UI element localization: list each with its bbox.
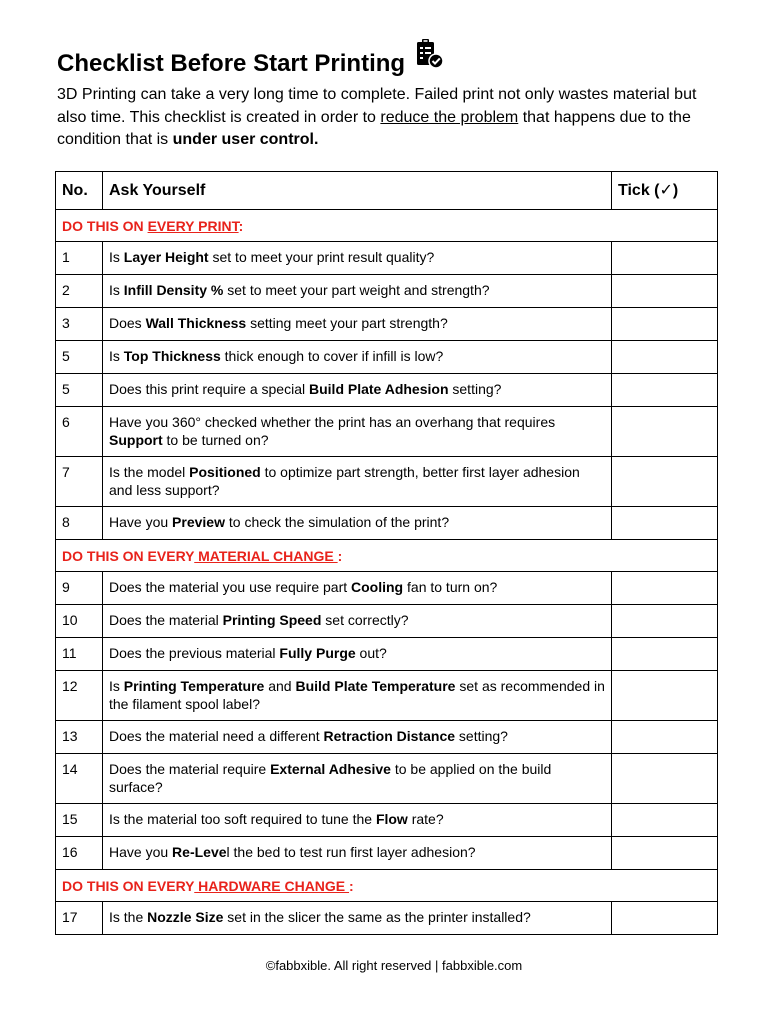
bold-text: External Adhesive [270,761,391,777]
tick-box[interactable] [612,308,718,341]
text-segment: Have you [109,844,173,860]
question-text [103,242,612,275]
text-segment: Does [109,315,146,331]
text-segment: setting meet your part strength? [246,315,448,331]
row-number: 1 [56,242,103,275]
table-row [56,275,718,308]
row-number: 13 [56,721,103,754]
tick-box[interactable] [612,275,718,308]
text-segment: Is [109,249,124,265]
tick-box[interactable] [612,721,718,754]
text-segment: to check the simulation of the print? [224,514,450,530]
row-number: 10 [56,605,103,638]
text-segment: Does the material you use require part [109,579,352,595]
table-row [56,341,718,374]
text-segment: Does the material need a different [109,728,324,744]
row-number: 17 [56,902,103,935]
question-text [103,837,612,870]
text-segment: : [238,217,244,234]
tick-box[interactable] [612,804,718,837]
tick-box[interactable] [612,507,718,540]
text-segment: and [264,678,296,694]
section-header [56,210,718,242]
bold-text: Positioned [189,464,261,480]
underlined-text: EVERY PRINT [147,217,239,234]
text-segment: Is [109,282,124,298]
tick-box[interactable] [612,671,718,721]
footer: ©fabbxible. All right reserved | fabbxible.com [265,958,523,973]
tick-box[interactable] [612,242,718,275]
tick-box[interactable] [612,605,718,638]
question-text [103,638,612,671]
question-text [103,721,612,754]
row-number: 14 [56,754,103,804]
question-text [103,275,612,308]
text-segment: DO THIS ON EVERY [62,547,195,564]
text-segment: Have you [109,514,173,530]
row-number: 8 [56,507,103,540]
underlined-text: reduce the problem [380,108,519,126]
bold-text: Layer Height [123,249,209,265]
tick-box[interactable] [612,837,718,870]
bold-text: Wall Thickness [145,315,247,331]
tick-box[interactable] [612,572,718,605]
question-text [103,902,612,935]
clipboard-check-icon [415,37,445,78]
row-number: 7 [56,457,103,507]
question-text [103,507,612,540]
text-segment: Is [109,348,124,364]
question-text [103,308,612,341]
section-header-row [56,540,718,572]
text-segment: Is [109,678,124,694]
tick-box[interactable] [612,341,718,374]
text-segment: DO THIS ON [62,217,148,234]
bold-text: Preview [172,514,225,530]
table-header-row [56,172,718,210]
bold-text: Flow [375,811,408,827]
text-segment: Is the model [109,464,190,480]
column-header-tick: Tick (✓) [612,172,718,210]
checklist-table [55,171,718,935]
text-segment: set as recommended in the filament spool label? [109,678,605,712]
title-text: Checklist Before Start Printing [57,50,406,77]
table-row [56,902,718,935]
text-segment: Is the material too soft required to tune the [109,811,376,827]
text-segment: Does the material require [109,761,271,777]
text-segment: : [349,877,354,894]
column-header-no: No. [56,172,103,210]
row-number: 5 [56,374,103,407]
table-row [56,638,718,671]
text-segment: setting? [455,728,508,744]
text-segment: Does the previous material [109,645,280,661]
table-row [56,457,718,507]
underlined-text: MATERIAL CHANGE [194,547,338,564]
text-segment: set to meet your print result quality? [208,249,435,265]
text-segment: Is the [109,909,148,925]
question-text [103,754,612,804]
text-segment: DO THIS ON EVERY [62,877,195,894]
bold-text: Cooling [351,579,404,595]
bold-text: Support [109,432,163,448]
table-row [56,837,718,870]
row-number: 12 [56,671,103,721]
bold-text: Re-Leve [172,844,227,860]
tick-box[interactable] [612,374,718,407]
question-text [103,605,612,638]
question-text [103,341,612,374]
table-row [56,507,718,540]
text-segment: to be applied on the build surface? [109,761,552,795]
bold-text: Top Thickness [123,348,221,364]
tick-box[interactable] [612,902,718,935]
question-text [103,804,612,837]
section-header-row [56,870,718,902]
table-row [56,804,718,837]
row-number: 6 [56,407,103,457]
text-segment: set in the slicer the same as the printer installed? [223,909,531,925]
row-number: 9 [56,572,103,605]
text-segment: thick enough to cover if infill is low? [220,348,444,364]
bold-text: Printing Speed [222,612,322,628]
text-segment: Have you 360° checked whether the print has an overhang that requires [109,414,556,430]
bold-text: under user control. [172,131,319,148]
tick-box[interactable] [612,407,718,457]
table-row [56,242,718,275]
text-segment: : [337,547,343,564]
question-text [103,671,612,721]
bold-text: Printing Temperature [123,678,265,694]
text-segment: Does the material [109,612,223,628]
bold-text: Fully Purge [279,645,356,661]
bold-text: Retraction Distance [323,728,456,744]
question-text [103,457,612,507]
row-number: 5 [56,341,103,374]
text-segment: that happens due to the condition that is [57,108,691,148]
question-text [103,407,612,457]
row-number: 16 [56,837,103,870]
text-segment: l the bed to test run first layer adhesion? [226,844,476,860]
bold-text: Build Plate Temperature [295,678,456,694]
text-segment: fan to turn on? [403,579,498,595]
tick-box[interactable] [612,457,718,507]
underlined-text: HARDWARE CHANGE [194,877,350,894]
table-row [56,671,718,721]
column-header-ask-yourself: Ask Yourself [103,172,612,210]
tick-box[interactable] [612,638,718,671]
bold-text: Nozzle Size [147,909,224,925]
row-number: 3 [56,308,103,341]
text-segment: to optimize part strength, better first layer adhesion and less support? [109,464,580,498]
table-row [56,605,718,638]
page-title [57,50,445,78]
row-number: 15 [56,804,103,837]
table-row [56,572,718,605]
question-text [103,572,612,605]
bold-text: Infill Density % [123,282,224,298]
text-segment: Does this print require a special [109,381,309,397]
question-text [103,374,612,407]
table-row [56,374,718,407]
table-row [56,754,718,804]
text-segment: 3D Printing can take a very long time to complete. Failed print not only wastes material but also time. This checklist is created in order to [57,86,697,126]
text-segment: set correctly? [321,612,409,628]
row-number: 2 [56,275,103,308]
text-segment: set to meet your part weight and strength? [223,282,490,298]
section-header-row [56,210,718,242]
text-segment: rate? [407,811,444,827]
text-segment: out? [355,645,387,661]
tick-box[interactable] [612,754,718,804]
text-segment: to be turned on? [162,432,269,448]
row-number: 11 [56,638,103,671]
bold-text: Build Plate Adhesion [309,381,449,397]
text-segment: setting? [448,381,502,397]
section-header [56,540,718,572]
table-row [56,308,718,341]
section-header [56,870,718,902]
intro-paragraph [57,84,722,152]
table-row [56,407,718,457]
table-row [56,721,718,754]
